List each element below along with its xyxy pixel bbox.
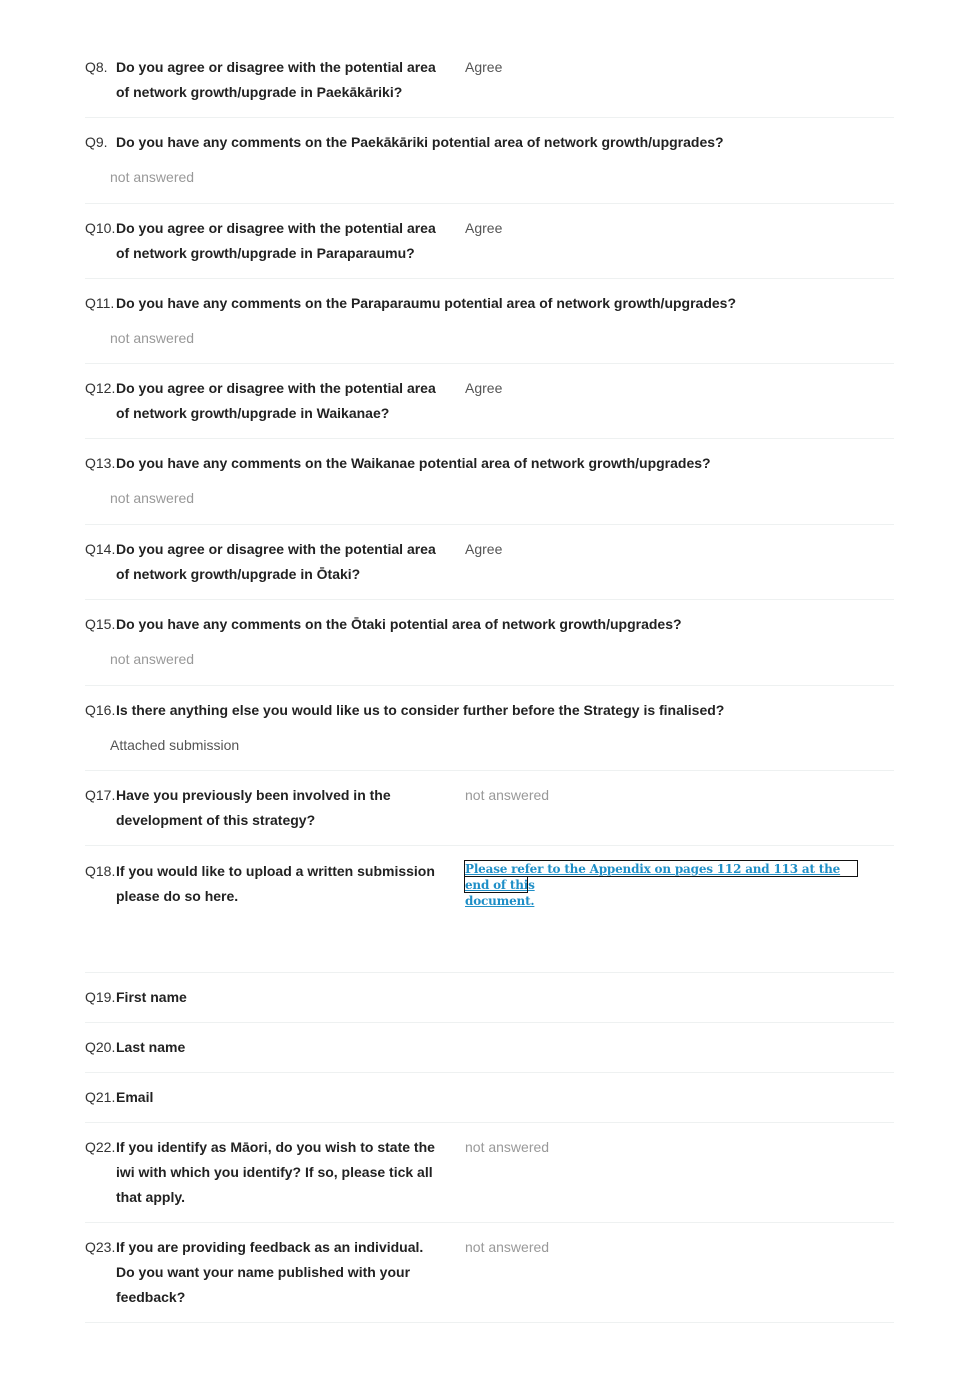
question-text: Last name (116, 1039, 186, 1055)
question-text: Do you agree or disagree with the potential area of network growth/upgrade in Paraparaumu? (116, 220, 436, 261)
answer-value: not answered (465, 787, 550, 803)
question-q11 (85, 279, 894, 364)
question-q23 (85, 1223, 894, 1323)
question-q17 (85, 771, 894, 846)
answer-value: not answered (110, 490, 195, 506)
question-text: First name (116, 989, 187, 1005)
question-text: If you would like to upload a written submission please do so here. (116, 863, 435, 904)
answer-value: not answered (465, 1239, 550, 1255)
question-text: Do you agree or disagree with the potential area of network growth/upgrade in Paekākāriki? (116, 59, 436, 100)
question-text: Have you previously been involved in the development of this strategy? (116, 787, 391, 828)
question-text: Do you agree or disagree with the potential area of network growth/upgrade in Ōtaki? (116, 541, 436, 582)
appendix-reference-link[interactable]: Please refer to the Appendix on pages 112 and 113 at the end of this document. (465, 861, 857, 909)
question-number: Q20. (85, 1039, 116, 1055)
question-text: Do you agree or disagree with the potential area of network growth/upgrade in Waikanae? (116, 380, 436, 421)
answer-value: Agree (465, 59, 503, 75)
question-number: Q18. (85, 863, 116, 879)
answer-value: not answered (110, 651, 195, 667)
question-text: Do you have any comments on the Waikanae potential area of network growth/upgrades? (116, 455, 711, 471)
question-q14 (85, 525, 894, 600)
question-q20 (85, 1023, 894, 1073)
question-q19 (85, 973, 894, 1023)
question-number: Q15. (85, 616, 116, 632)
answer-value: not answered (110, 330, 195, 346)
answer-value: Agree (465, 220, 503, 236)
answer-value: Agree (465, 380, 503, 396)
question-number: Q22. (85, 1139, 116, 1155)
question-number: Q21. (85, 1089, 116, 1105)
question-q13 (85, 439, 894, 525)
answer-value: Attached submission (110, 737, 240, 753)
question-q21 (85, 1073, 894, 1123)
question-number: Q17. (85, 787, 116, 803)
question-number: Q16. (85, 702, 116, 718)
question-text: If you identify as Māori, do you wish to state the iwi with which you identify? If so, please tick all that apply. (116, 1139, 435, 1205)
question-q8 (85, 0, 894, 118)
question-number: Q14. (85, 541, 116, 557)
question-q10 (85, 204, 894, 279)
question-q12 (85, 364, 894, 439)
question-number: Q9. (85, 134, 108, 150)
question-number: Q10. (85, 220, 116, 236)
question-text: Email (116, 1089, 154, 1105)
question-q18 (85, 846, 894, 973)
question-number: Q13. (85, 455, 116, 471)
question-number: Q8. (85, 59, 108, 75)
question-text: Do you have any comments on the Paekākāriki potential area of network growth/upgrades? (116, 134, 724, 150)
answer-value: not answered (110, 169, 195, 185)
question-q9 (85, 118, 894, 204)
question-number: Q23. (85, 1239, 116, 1255)
answer-value: not answered (465, 1139, 550, 1155)
question-q16 (85, 686, 894, 771)
question-text: Is there anything else you would like us to consider further before the Strategy is finalised? (116, 702, 725, 718)
question-number: Q19. (85, 989, 116, 1005)
question-q15 (85, 600, 894, 686)
question-q22 (85, 1123, 894, 1223)
question-text: Do you have any comments on the Paraparaumu potential area of network growth/upgrades? (116, 295, 737, 311)
question-number: Q11. (85, 295, 115, 311)
question-text: Do you have any comments on the Ōtaki potential area of network growth/upgrades? (116, 616, 682, 632)
question-text: If you are providing feedback as an individual. Do you want your name published with your feedback? (116, 1239, 424, 1305)
question-number: Q12. (85, 380, 116, 396)
answer-value: Agree (465, 541, 503, 557)
survey-response-page (85, 0, 894, 1323)
